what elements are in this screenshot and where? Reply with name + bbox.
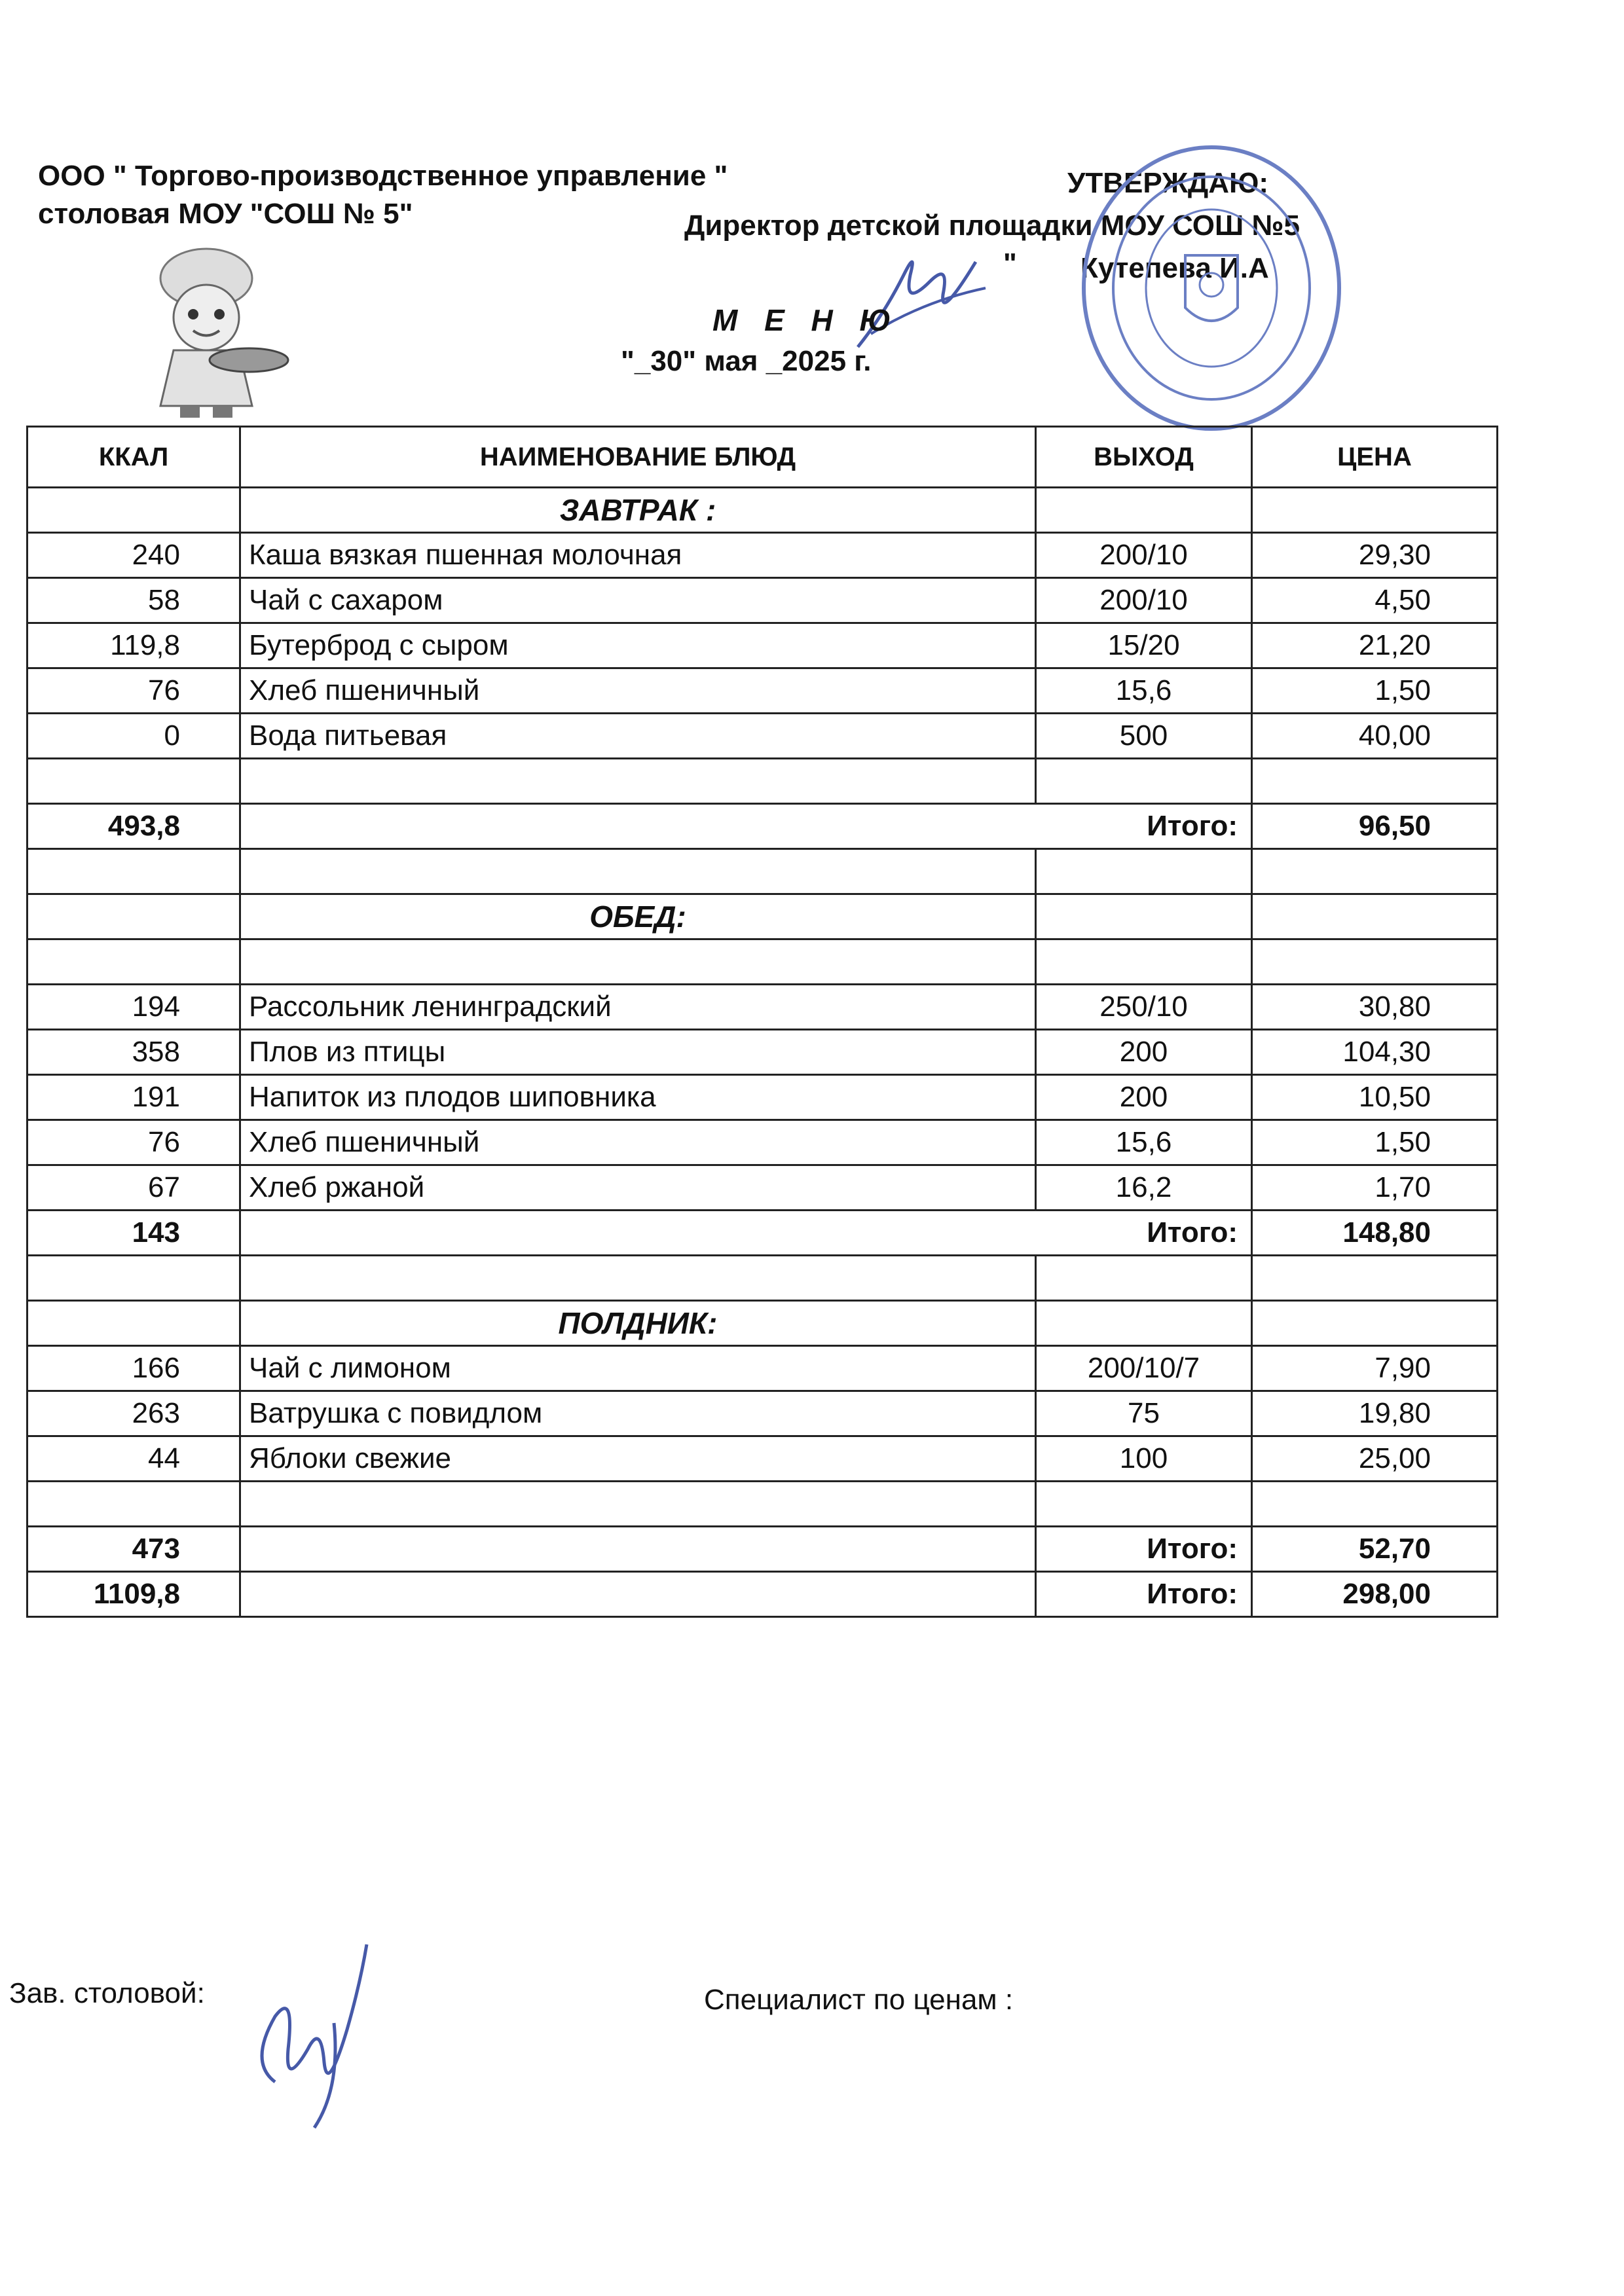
table-row — [28, 1030, 1498, 1075]
menu-table-body — [28, 427, 1498, 1617]
blank-cell — [28, 488, 240, 533]
table-row — [28, 1120, 1498, 1165]
price-cell: 7,90 — [1252, 1346, 1498, 1391]
menu-table — [26, 426, 1498, 1618]
kcal-cell: 76 — [28, 668, 240, 714]
table-header-row — [28, 427, 1498, 488]
output-cell: 200 — [1036, 1030, 1252, 1075]
table-row — [28, 1436, 1498, 1482]
blank-cell — [28, 759, 240, 804]
grand-total-label-cell: Итого: — [1036, 1572, 1252, 1617]
total-price-cell: 96,50 — [1252, 804, 1498, 849]
menu-title: М Е Н Ю — [712, 303, 900, 337]
section-title-row — [28, 488, 1498, 533]
section-title-row — [28, 1301, 1498, 1346]
output-cell: 250/10 — [1036, 985, 1252, 1030]
section-title: ЗАВТРАК : — [240, 488, 1036, 533]
menu-date: "_30" мая _2025 г. — [621, 345, 872, 377]
section-total-row — [28, 1527, 1498, 1572]
price-cell: 21,20 — [1252, 623, 1498, 668]
table-row — [28, 578, 1498, 623]
output-cell: 75 — [1036, 1391, 1252, 1436]
blank-row — [28, 939, 1498, 985]
section-title: ПОЛДНИК: — [240, 1301, 1036, 1346]
total-label-cell: Итого: — [240, 1211, 1252, 1256]
blank-cell — [1036, 1256, 1252, 1301]
blank-row — [28, 1482, 1498, 1527]
column-header-kcal: ККАЛ — [28, 427, 240, 488]
blank-cell — [1252, 1256, 1498, 1301]
blank-cell — [28, 849, 240, 894]
price-cell: 1,50 — [1252, 1120, 1498, 1165]
kcal-cell: 0 — [28, 714, 240, 759]
total-kcal-cell: 493,8 — [28, 804, 240, 849]
director-title: Директор детской площадки МОУ СОШ №5 — [684, 210, 1300, 242]
kcal-cell: 358 — [28, 1030, 240, 1075]
blank-cell — [1036, 1301, 1252, 1346]
price-cell: 30,80 — [1252, 985, 1498, 1030]
kcal-cell: 76 — [28, 1120, 240, 1165]
price-cell: 104,30 — [1252, 1030, 1498, 1075]
total-label-cell: Итого: — [1036, 1527, 1252, 1572]
price-cell: 25,00 — [1252, 1436, 1498, 1482]
blank-row — [28, 1256, 1498, 1301]
kcal-cell: 194 — [28, 985, 240, 1030]
dish-name-cell: Хлеб пшеничный — [240, 668, 1036, 714]
org-line-1: ООО " Торгово-производственное управление " — [38, 160, 728, 192]
total-kcal-cell: 473 — [28, 1527, 240, 1572]
total-label-cell: Итого: — [240, 804, 1252, 849]
approval-heading: УТВЕРЖДАЮ: — [1067, 167, 1269, 199]
blank-cell — [1036, 894, 1252, 939]
kcal-cell: 263 — [28, 1391, 240, 1436]
blank-cell — [1036, 1482, 1252, 1527]
dish-name-cell: Бутерброд с сыром — [240, 623, 1036, 668]
blank-cell — [240, 939, 1036, 985]
blank-cell — [1252, 1482, 1498, 1527]
table-row — [28, 1075, 1498, 1120]
blank-cell — [1252, 939, 1498, 985]
price-cell: 19,80 — [1252, 1391, 1498, 1436]
table-row — [28, 985, 1498, 1030]
canteen-head-signature-icon — [236, 1918, 406, 2134]
school-stamp-icon — [1074, 137, 1349, 439]
column-header-dish-name: НАИМЕНОВАНИЕ БЛЮД — [240, 427, 1036, 488]
kcal-cell: 119,8 — [28, 623, 240, 668]
blank-cell — [28, 894, 240, 939]
table-row — [28, 714, 1498, 759]
dish-name-cell: Вода питьевая — [240, 714, 1036, 759]
grand-total-kcal-cell: 1109,8 — [28, 1572, 240, 1617]
org-line-2: столовая МОУ "СОШ № 5" — [38, 198, 413, 230]
table-row — [28, 533, 1498, 578]
kcal-cell: 240 — [28, 533, 240, 578]
price-cell: 10,50 — [1252, 1075, 1498, 1120]
dish-name-cell: Напиток из плодов шиповника — [240, 1075, 1036, 1120]
dish-name-cell: Яблоки свежие — [240, 1436, 1036, 1482]
blank-cell — [1036, 759, 1252, 804]
price-specialist-label: Специалист по ценам : — [704, 1984, 1014, 2016]
dish-name-cell: Хлеб пшеничный — [240, 1120, 1036, 1165]
price-cell: 40,00 — [1252, 714, 1498, 759]
output-cell: 15/20 — [1036, 623, 1252, 668]
blank-cell — [28, 939, 240, 985]
price-cell: 1,70 — [1252, 1165, 1498, 1211]
blank-cell — [1252, 849, 1498, 894]
price-cell: 4,50 — [1252, 578, 1498, 623]
price-cell: 29,30 — [1252, 533, 1498, 578]
blank-cell — [1252, 488, 1498, 533]
dish-name-cell: Чай с сахаром — [240, 578, 1036, 623]
output-cell: 15,6 — [1036, 668, 1252, 714]
kcal-cell: 191 — [28, 1075, 240, 1120]
column-header-output: ВЫХОД — [1036, 427, 1252, 488]
blank-cell — [240, 1527, 1036, 1572]
blank-cell — [1252, 759, 1498, 804]
blank-cell — [1036, 939, 1252, 985]
dish-name-cell: Рассольник ленинградский — [240, 985, 1036, 1030]
section-title: ОБЕД: — [240, 894, 1036, 939]
blank-cell — [1036, 488, 1252, 533]
output-cell: 200/10 — [1036, 578, 1252, 623]
blank-cell — [240, 849, 1036, 894]
section-total-row — [28, 804, 1498, 849]
kcal-cell: 166 — [28, 1346, 240, 1391]
blank-cell — [240, 759, 1036, 804]
blank-cell — [28, 1256, 240, 1301]
blank-cell — [1252, 1301, 1498, 1346]
kcal-cell: 67 — [28, 1165, 240, 1211]
menu-table-container — [26, 426, 1496, 1618]
output-cell: 500 — [1036, 714, 1252, 759]
output-cell: 15,6 — [1036, 1120, 1252, 1165]
output-cell: 100 — [1036, 1436, 1252, 1482]
total-price-cell: 52,70 — [1252, 1527, 1498, 1572]
dish-name-cell: Плов из птицы — [240, 1030, 1036, 1075]
blank-cell — [240, 1482, 1036, 1527]
dish-name-cell: Ватрушка с повидлом — [240, 1391, 1036, 1436]
blank-cell — [28, 1482, 240, 1527]
output-cell: 200/10/7 — [1036, 1346, 1252, 1391]
kcal-cell: 44 — [28, 1436, 240, 1482]
output-cell: 200 — [1036, 1075, 1252, 1120]
total-kcal-cell: 143 — [28, 1211, 240, 1256]
total-price-cell: 148,80 — [1252, 1211, 1498, 1256]
quote-mark: " — [1003, 247, 1017, 280]
grand-total-row — [28, 1572, 1498, 1617]
director-name: Кутепева И.А — [1080, 252, 1269, 284]
organization-name — [38, 157, 728, 233]
table-row — [28, 1346, 1498, 1391]
output-cell: 16,2 — [1036, 1165, 1252, 1211]
blank-cell — [28, 1301, 240, 1346]
price-cell: 1,50 — [1252, 668, 1498, 714]
table-row — [28, 1391, 1498, 1436]
kcal-cell: 58 — [28, 578, 240, 623]
table-row — [28, 668, 1498, 714]
dish-name-cell: Каша вязкая пшенная молочная — [240, 533, 1036, 578]
grand-total-price-cell: 298,00 — [1252, 1572, 1498, 1617]
dish-name-cell: Хлеб ржаной — [240, 1165, 1036, 1211]
blank-row — [28, 759, 1498, 804]
section-title-row — [28, 894, 1498, 939]
table-row — [28, 1165, 1498, 1211]
column-header-price: ЦЕНА — [1252, 427, 1498, 488]
blank-cell — [1036, 849, 1252, 894]
canteen-head-label: Зав. столовой: — [9, 1977, 205, 2009]
blank-cell — [1252, 894, 1498, 939]
output-cell: 200/10 — [1036, 533, 1252, 578]
dish-name-cell: Чай с лимоном — [240, 1346, 1036, 1391]
table-row — [28, 623, 1498, 668]
chef-illustration-icon — [118, 242, 295, 419]
blank-cell — [240, 1256, 1036, 1301]
blank-cell — [240, 1572, 1036, 1617]
blank-row — [28, 849, 1498, 894]
section-total-row — [28, 1211, 1498, 1256]
